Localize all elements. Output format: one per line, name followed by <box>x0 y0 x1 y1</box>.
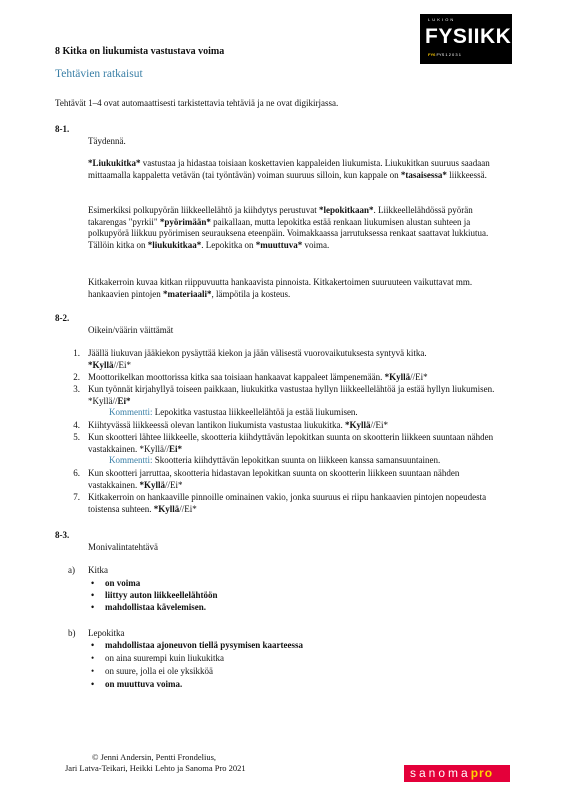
task-number-8-1: 8-1. <box>55 124 70 134</box>
fysiikka-logo <box>420 14 528 64</box>
list-item: 4. Kiihtyvässä liikkeessä olevan lantikon liukumista vastustaa liukukitka. *Kyllä//Ei* <box>73 420 388 430</box>
subtask-title-a: Kitka <box>88 565 108 575</box>
paragraph-3: Kitkakerroin kuvaa kitkan riippuvuutta hankaavista pinnoista. Kitkakertoimen suuruuteen vaikuttavat mm. hankaavien pintojen *materiaali*, lämpötila ja kosteus. <box>88 277 473 299</box>
option-a-1: • on voima <box>105 578 140 590</box>
page-subtitle: Tehtävien ratkaisut <box>55 68 143 80</box>
copyright-footer <box>65 752 246 773</box>
task-number-8-3: 8-3. <box>55 530 70 540</box>
list-item: 7. Kitkakerroin on hankaaville pinnoille ominainen vakio, jonka suuruus ei riipu hankaavien pintojen nopeudesta toistensa suhteen. *Kyllä//Ei* <box>73 492 487 514</box>
option-b-1: • mahdollistaa ajoneuvon tiellä pysymisen kaarteessa <box>105 640 303 652</box>
list-item: 2. Moottorikelkan moottorissa kitka saa toisiaan hankaavat kappaleet lämpenemään. *Kyllä//Ei* <box>73 372 428 382</box>
logo-sub: FY6 FYS 1 2 0 3 1 <box>428 52 461 57</box>
list-item: 6. Kun skootteri jarruttaa, skootteria hidastavan lepokitkan suunta on skootterin liikkeen suuntaan nähden vastakkainen. *Kyllä//Ei* <box>73 468 460 490</box>
paragraph-2: Esimerkiksi polkupyörän liikkeellelähtö ja kiihdytys perustuvat *lepokitkaan*. Liikkeellelähdössä pyörän takarengas "pyrkii" *pyörimään* paikallaan, mutta lepokitka estää renkaan liukumisen alustan suhteen ja polkupyörä liikkuu pyörimisen seurauksena eteenpäin. Voimakkaassa jarrutuksessa renkaat saattavat lukkiutua. Tällöin kitka on *liukukitkaa*. Lepokitka on *muuttuva* voima. <box>88 205 489 250</box>
footer-line-2: Jari Latva-Teikari, Heikki Lehto ja Sanoma Pro 2021 <box>65 762 246 773</box>
subtask-label-b: b) <box>68 628 76 638</box>
chapter-title: 8 Kitka on liukumista vastustava voima <box>55 46 225 57</box>
option-a-2: • liittyy auton liikkeellelähtöön <box>105 590 218 602</box>
task-number-8-2: 8-2. <box>55 313 70 323</box>
logo-top-text: L U K I O N <box>428 17 454 22</box>
list-item: 1. Jäällä liukuvan jääkiekon pysäyttää kiekon ja jään välisestä vuorovaikutuksesta syntyvä kitka. *Kyllä//Ei* <box>73 348 427 370</box>
logo-title: FYSIIKKA <box>425 25 528 48</box>
option-b-2: • on aina suurempi kuin liukukitka <box>105 653 224 665</box>
option-b-3: • on suure, jolla ei ole yksikköä <box>105 666 213 678</box>
list-item: 3. Kun työnnät kirjahyllyä toiseen paikkaan, liukukitka vastustaa hyllyn liikkeellelähtöä ja estää hyllyn liukumisen. *Kyllä//Ei* Kommentti: Lepokitka vastustaa liikkeellelähtöä ja estää liukumisen. <box>73 384 495 417</box>
subtask-label-a: a) <box>68 565 75 575</box>
option-b-4: • on muuttuva voima. <box>105 679 182 691</box>
paragraph-1: *Liukukitka* vastustaa ja hidastaa toisiaan koskettavien kappaleiden liukumista. Liukukitkan suuruus saadaan mittaamalla kappaletta vetävän (tai työntävän) voiman suuruus silloin, kun kappale on *tasaisessa* liikkeessä. <box>88 158 490 180</box>
task-heading-8-2: Oikein/väärin väittämät <box>88 325 174 335</box>
subtask-title-b: Lepokitka <box>88 628 125 638</box>
option-a-3: • mahdollistaa kävelemisen. <box>105 602 206 614</box>
list-item: 5. Kun skootteri lähtee liikkeelle, skootteria kiihdyttävän lepokitkan suunta on skootterin liikkeen suuntaan nähden vastakkainen. *Kyllä//Ei* Kommentti: Skootteria kiihdyttävän lepokitkan suunta on liikkeen kanssa samansuuntainen. <box>73 432 494 465</box>
footer-line-1: © Jenni Andersin, Pentti Frondelius, <box>92 752 217 762</box>
intro-text: Tehtävät 1–4 ovat automaattisesti tarkistettavia tehtäviä ja ne ovat digikirjassa. <box>55 98 339 108</box>
task-heading-8-3: Monivalintatehtävä <box>88 542 158 552</box>
sanoma-pro-logo: sanomapro <box>404 765 510 782</box>
task-heading-8-1: Täydennä. <box>88 136 126 146</box>
